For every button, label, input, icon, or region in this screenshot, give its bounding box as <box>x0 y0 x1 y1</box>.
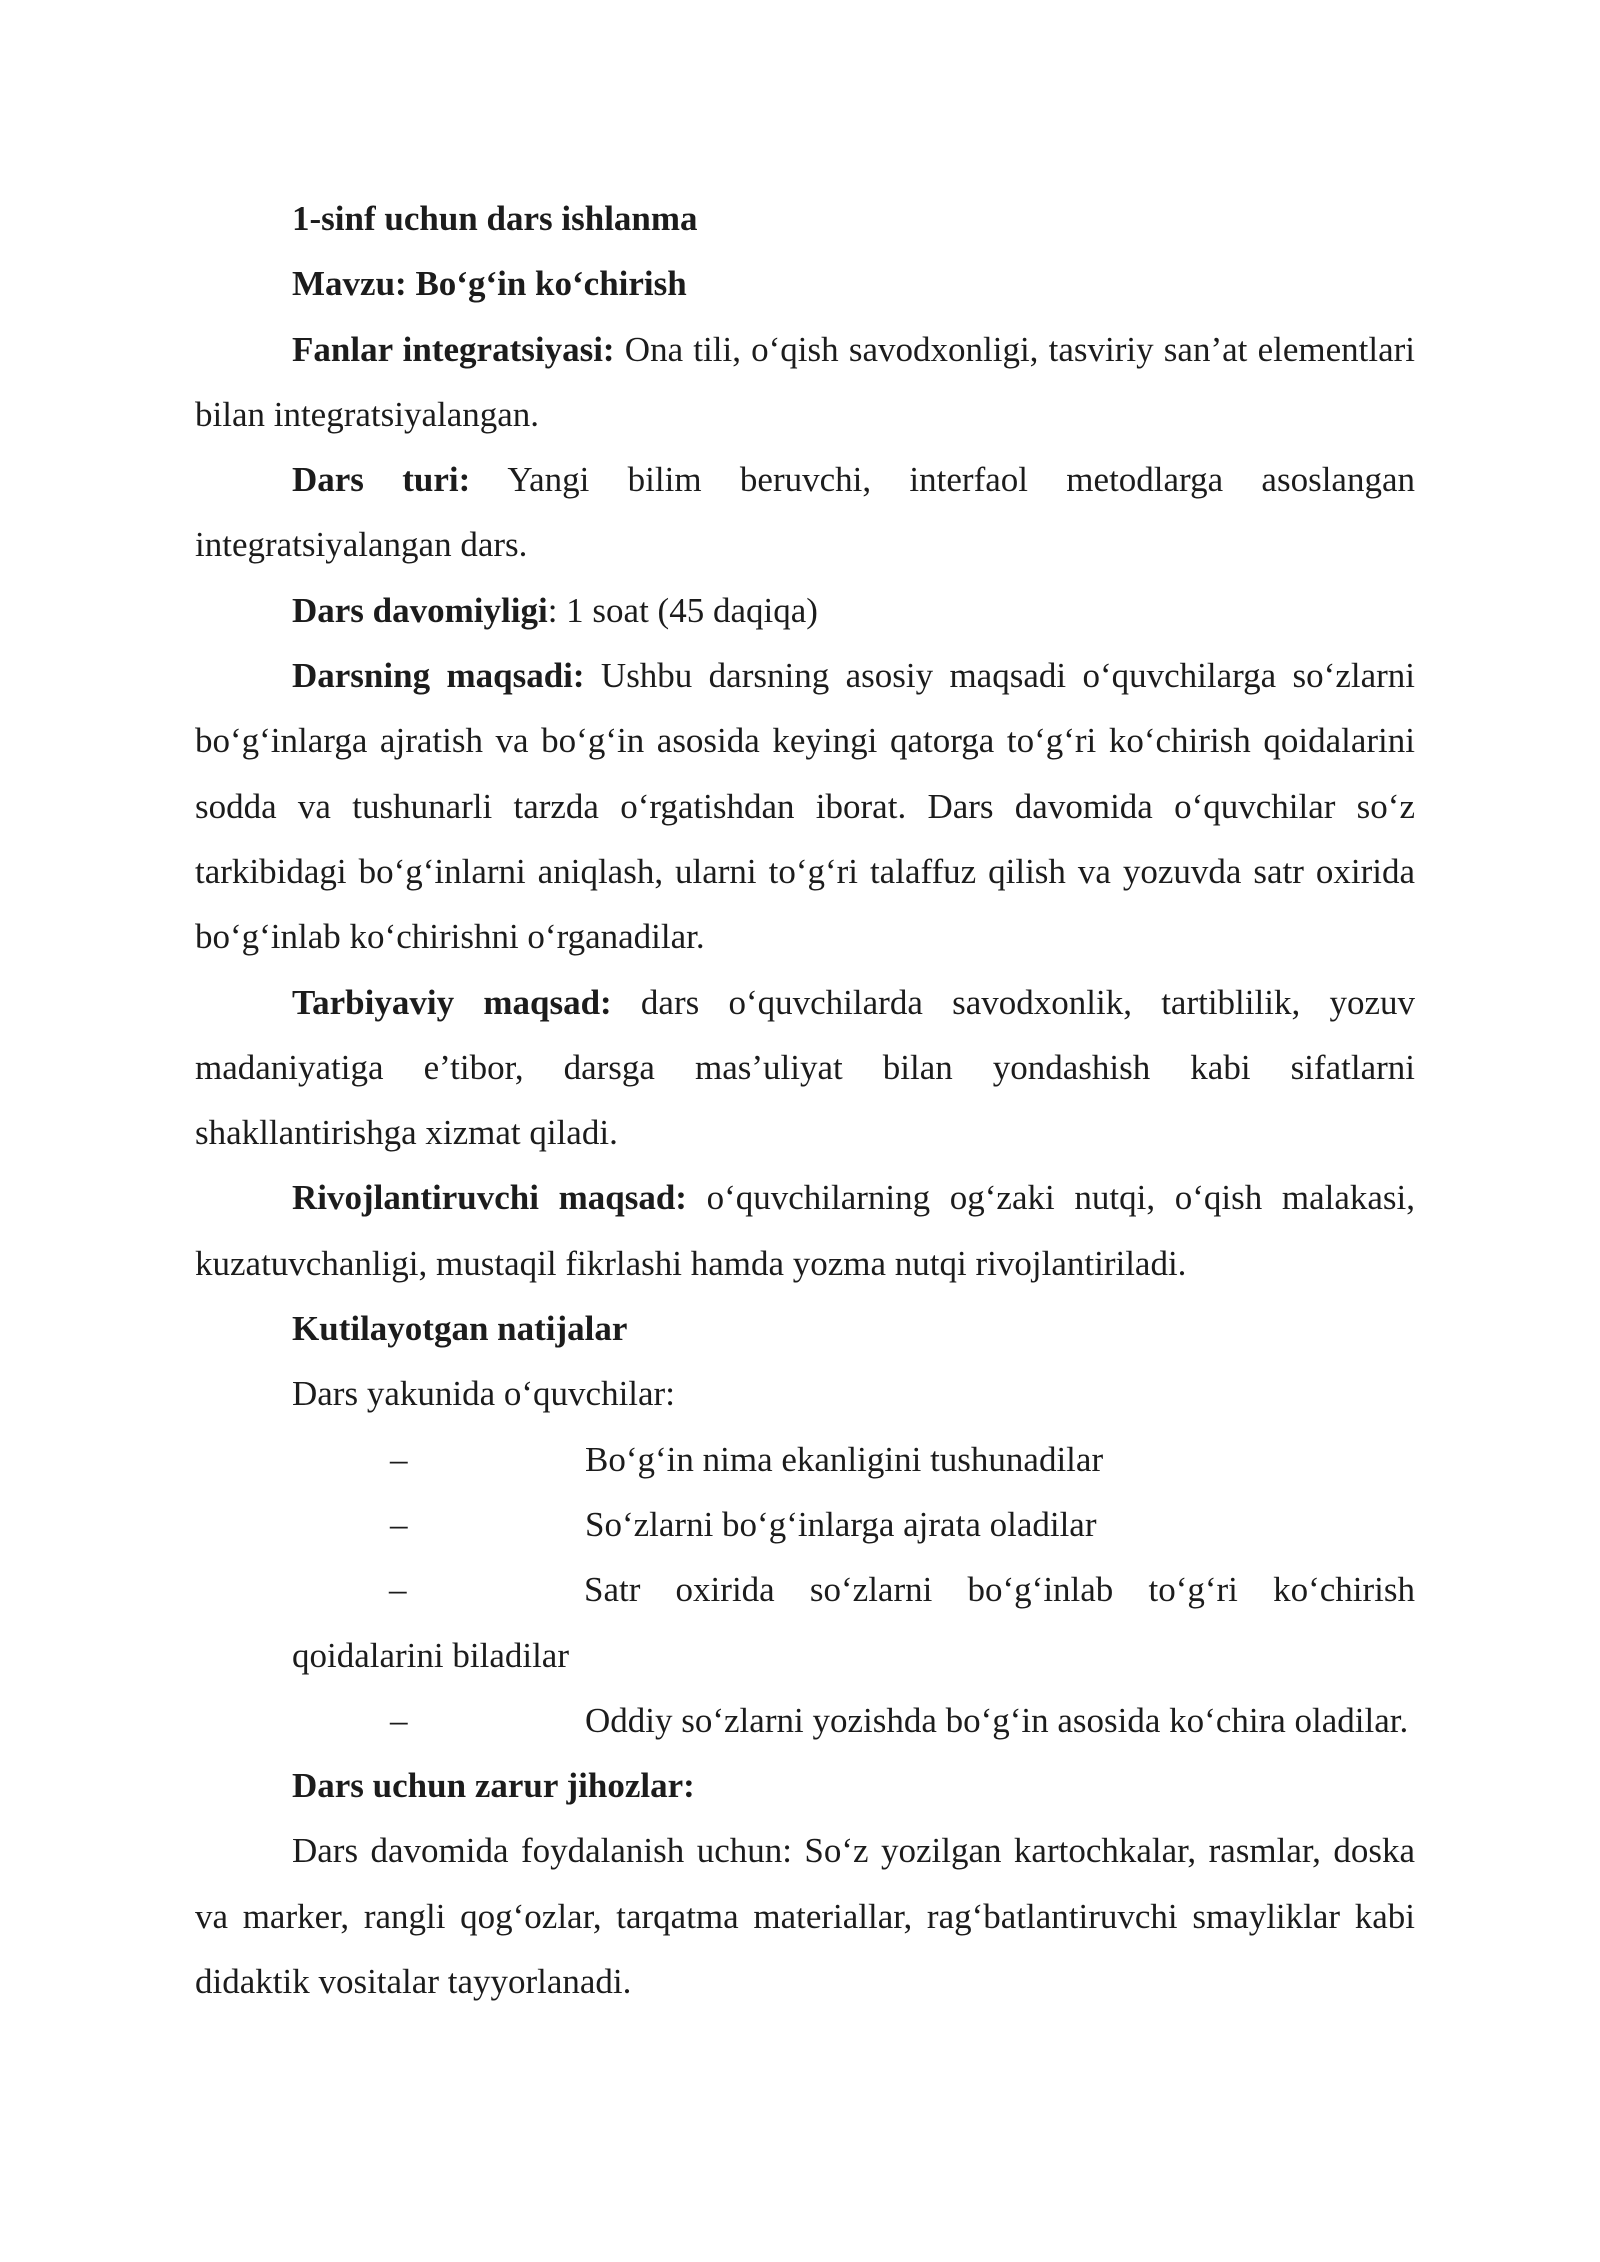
lesson-type-label: Dars turi: <box>292 460 471 500</box>
list-item <box>195 1427 1415 1492</box>
lesson-type-paragraph <box>195 447 1415 578</box>
educational-goal-paragraph <box>195 970 1415 1166</box>
duration-text: : 1 soat (45 daqiqa) <box>547 590 818 630</box>
list-dash: – <box>390 1504 408 1544</box>
list-item-text: Bo‘g‘in nima ekanligini tushunadilar <box>585 1439 1104 1479</box>
lesson-type-text: Yangi bilim beruvchi, interfaol metodlarga asoslangan integratsiyalangan dars. <box>195 460 1416 565</box>
equipment-paragraph: Dars davomida foydalanish uchun: So‘z yozilgan kartochkalar, rasmlar, doska va marker, rangli qog‘ozlar, tarqatma materiallar, rag‘batlantiruvchi smayliklar kabi didaktik vositalar tayyorlanadi. <box>195 1831 1415 2002</box>
integration-paragraph <box>195 317 1415 448</box>
list-item <box>195 1688 1415 1753</box>
list-item-text: Satr oxirida so‘zlarni bo‘g‘inlab to‘g‘ri ko‘chirish qoidalarini biladilar <box>292 1570 1415 1675</box>
list-item-text: So‘zlarni bo‘g‘inlarga ajrata oladilar <box>585 1504 1097 1544</box>
equipment-heading: Dars uchun zarur jihozlar: <box>292 1766 695 1806</box>
list-dash: – <box>390 1700 408 1740</box>
duration-label: Dars davomiyligi <box>292 590 548 630</box>
developmental-goal-label: Rivojlantiruvchi maqsad: <box>292 1178 687 1218</box>
list-dash: – <box>390 1439 408 1479</box>
lesson-topic: Mavzu: Bo‘g‘in ko‘chirish <box>292 264 687 304</box>
integration-text: Ona tili, o‘qish savodxonligi, tasviriy san’at elementlari bilan integratsiyalangan. <box>195 329 1415 434</box>
document-title: 1-sinf uchun dars ishlanma <box>292 199 698 238</box>
educational-goal-text: dars o‘quvchilarda savodxonlik, tartiblilik, yozuv madaniyatiga e’tibor, darsga mas’uliyat bilan yondashish kabi sifatlarni shakllantirishga xizmat qiladi. <box>195 982 1415 1153</box>
outcomes-intro: Dars yakunida o‘quvchilar: <box>292 1374 675 1414</box>
duration-paragraph <box>195 578 1415 643</box>
developmental-goal-text: o‘quvchilarning og‘zaki nutqi, o‘qish malakasi, kuzatuvchanligi, mustaqil fikrlashi hamda yozma nutqi rivojlantiriladi. <box>195 1178 1415 1283</box>
goal-paragraph <box>195 643 1415 969</box>
document-page <box>195 186 1415 2014</box>
goal-text: Ushbu darsning asosiy maqsadi o‘quvchilarga so‘zlarni bo‘g‘inlarga ajratish va bo‘g‘in asosida keyingi qatorga to‘g‘ri ko‘chirish qoidalarini sodda va tushunarli tarzda o‘rgatishdan iborat. Dars davomida o‘quvchilar so‘z tarkibidagi bo‘g‘inlarni aniqlash, ularni to‘g‘ri talaffuz qilish va yozuvda satr oxirida bo‘g‘inlab ko‘chirishni o‘rganadilar. <box>195 656 1416 957</box>
list-item <box>195 1492 1415 1557</box>
list-dash: – <box>389 1570 407 1610</box>
educational-goal-label: Tarbiyaviy maqsad: <box>292 982 612 1022</box>
outcomes-heading: Kutilayotgan natijalar <box>292 1309 628 1349</box>
goal-label: Darsning maqsadi: <box>292 656 585 696</box>
integration-label: Fanlar integratsiyasi: <box>292 329 615 369</box>
developmental-goal-paragraph <box>195 1165 1415 1296</box>
list-item-text: Oddiy so‘zlarni yozishda bo‘g‘in asosida ko‘chira oladilar. <box>585 1700 1409 1740</box>
list-item <box>195 1557 1415 1688</box>
